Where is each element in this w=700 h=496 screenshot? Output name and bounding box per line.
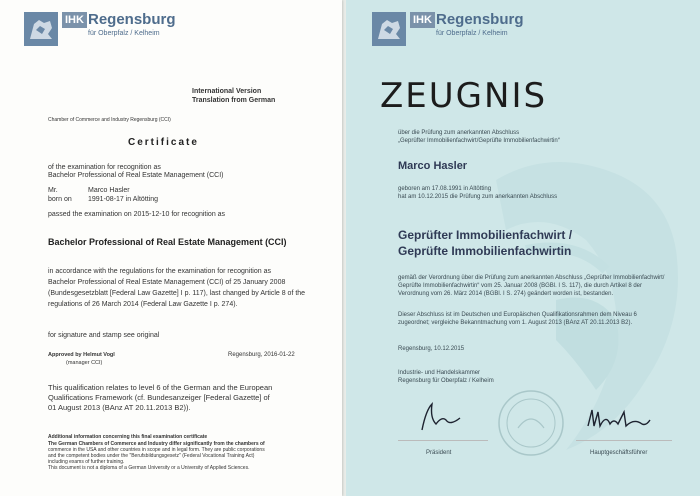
approved-role: (manager CCI)	[66, 360, 103, 366]
approved-by: Approved by Helmut Vogl	[48, 352, 115, 358]
chamber-line-1: Industrie- und Handelskammer	[398, 370, 481, 376]
chamber-name: Chamber of Commerce and Industry Regensburg (CCI)	[48, 117, 171, 123]
qualification-level-line-3: 01 August 2013 (BAnz AT 20.11.2013 B2)).	[48, 403, 191, 412]
zeugnis-heading: ZEUGNIS	[380, 76, 548, 116]
exam-line-2: Bachelor Professional of Real Estate Management (CCI)	[48, 172, 224, 179]
logo-sub-text: für Oberpfalz / Kelheim	[436, 30, 508, 37]
dqr-line-2: zugeordnet; vergleiche Bekanntmachung vom 1. August 2013 (BAnz AT 20.11.2013 B2).	[398, 320, 633, 326]
passed-line: passed the examination on 2015-12-10 for recognition as	[48, 211, 226, 218]
ihk-logo	[372, 12, 532, 46]
version-line-2: Translation from German	[192, 97, 276, 104]
certificate-heading: Certificate	[128, 137, 199, 148]
additional-info-line-2: commerce in the USA and other countries in scope and in legal form. They are public corporations	[48, 447, 265, 453]
director-signature-icon	[584, 404, 654, 434]
ihk-logo-emblem-icon	[372, 12, 406, 46]
additional-info-line-1: The German Chambers of Commerce and Industry differ significantly from the chambers of	[48, 441, 265, 447]
german-zeugnis-page	[346, 0, 700, 496]
president-signature-icon	[416, 400, 466, 434]
intro-line-2: „Geprüfter Immobilienfachwirt/Geprüfte Immobilienfachwirtin“	[398, 138, 560, 144]
qualification-title-line-2: Geprüfte Immobilienfachwirtin	[398, 244, 572, 258]
qualification-level-line-2: Qualifications Framework (cf. Bundesanzeiger [Federal Gazette] of	[48, 393, 270, 402]
qualification-title-line-1: Geprüfter Immobilienfachwirt /	[398, 228, 573, 242]
exam-line-1: of the examination for recognition as	[48, 164, 161, 171]
regulation-line-3: (Bundesgesetzblatt [Federal Law Gazette] I p. 117), last changed by Article 8 of the	[48, 290, 306, 297]
chamber-line-2: Regensburg für Oberpfalz / Kelheim	[398, 378, 494, 384]
additional-info-line-4: including exams of further training.	[48, 459, 125, 465]
version-line-1: International Version	[192, 88, 262, 95]
logo-ihk-text: IHK	[410, 12, 435, 28]
director-signature-line	[576, 440, 672, 441]
logo-sub-text: für Oberpfalz / Kelheim	[88, 30, 160, 37]
president-label: Präsident	[426, 450, 452, 456]
regulation-line-1: in accordance with the regulations for the examination for recognition as	[48, 268, 271, 275]
ihk-logo-emblem-icon	[24, 12, 58, 46]
logo-city-text: Regensburg	[88, 11, 176, 28]
official-seal-icon	[496, 388, 566, 458]
ihk-logo	[24, 12, 184, 46]
intro-line-1: über die Prüfung zum anerkannten Abschluss	[398, 130, 520, 136]
candidate-name: Marco Hasler	[88, 187, 130, 194]
regulation-line-4: regulations of 26 March 2014 (Federal Law Gazette I p. 274).	[48, 301, 238, 308]
director-label: Hauptgeschäftsführer	[590, 450, 648, 456]
qualification-level-line-1: This qualification relates to level 6 of the German and the European	[48, 383, 273, 392]
regulation-line-3: Verordnung vom 26. März 2014 (BGBl. I S. 274) geändert worden ist, bestanden.	[398, 291, 614, 297]
logo-ihk-text: IHK	[62, 12, 87, 28]
regulation-line-2: Bachelor Professional of Real Estate Management (CCI) of 25 January 2008	[48, 279, 286, 286]
born-label: born on	[48, 196, 72, 203]
logo-city-text: Regensburg	[436, 11, 524, 28]
signature-note: for signature and stamp see original	[48, 332, 160, 339]
born-line-2: hat am 10.12.2015 die Prüfung zum anerkannten Abschluss	[398, 194, 558, 200]
qualification-title: Bachelor Professional of Real Estate Management (CCI)	[48, 237, 287, 247]
dqr-line-1: Dieser Abschluss ist im Deutschen und Europäischen Qualifikationsrahmen dem Niveau 6	[398, 312, 637, 318]
regulation-line-2: Geprüfte Immobilienfachwirtin“ vom 25. Januar 2008 (BGBl. I S. 117), die durch Artikel 8 der	[398, 283, 643, 289]
additional-info-line-3: and the competent bodies under the "Berufsbildungsgesetz" (Federal Vocational Training Act)	[48, 453, 255, 459]
english-certificate-page	[0, 0, 342, 496]
candidate-name: Marco Hasler	[398, 160, 468, 172]
place-date: Regensburg, 2016-01-22	[228, 352, 295, 358]
mr-label: Mr.	[48, 187, 58, 194]
additional-info-line-5: This document is not a diploma of a German University or a University of Applied Sciences.	[48, 465, 250, 471]
born-value: 1991-08-17 in Altötting	[88, 196, 159, 203]
president-signature-line	[398, 440, 488, 441]
born-line-1: geboren am 17.08.1991 in Altötting	[398, 186, 492, 192]
additional-info-heading: Additional information concerning this final examination certificate	[48, 434, 208, 440]
place-date: Regensburg, 10.12.2015	[398, 346, 465, 352]
regulation-line-1: gemäß der Verordnung über die Prüfung zum anerkannten Abschluss „Geprüfter Immobilienfachwirt/	[398, 275, 665, 281]
